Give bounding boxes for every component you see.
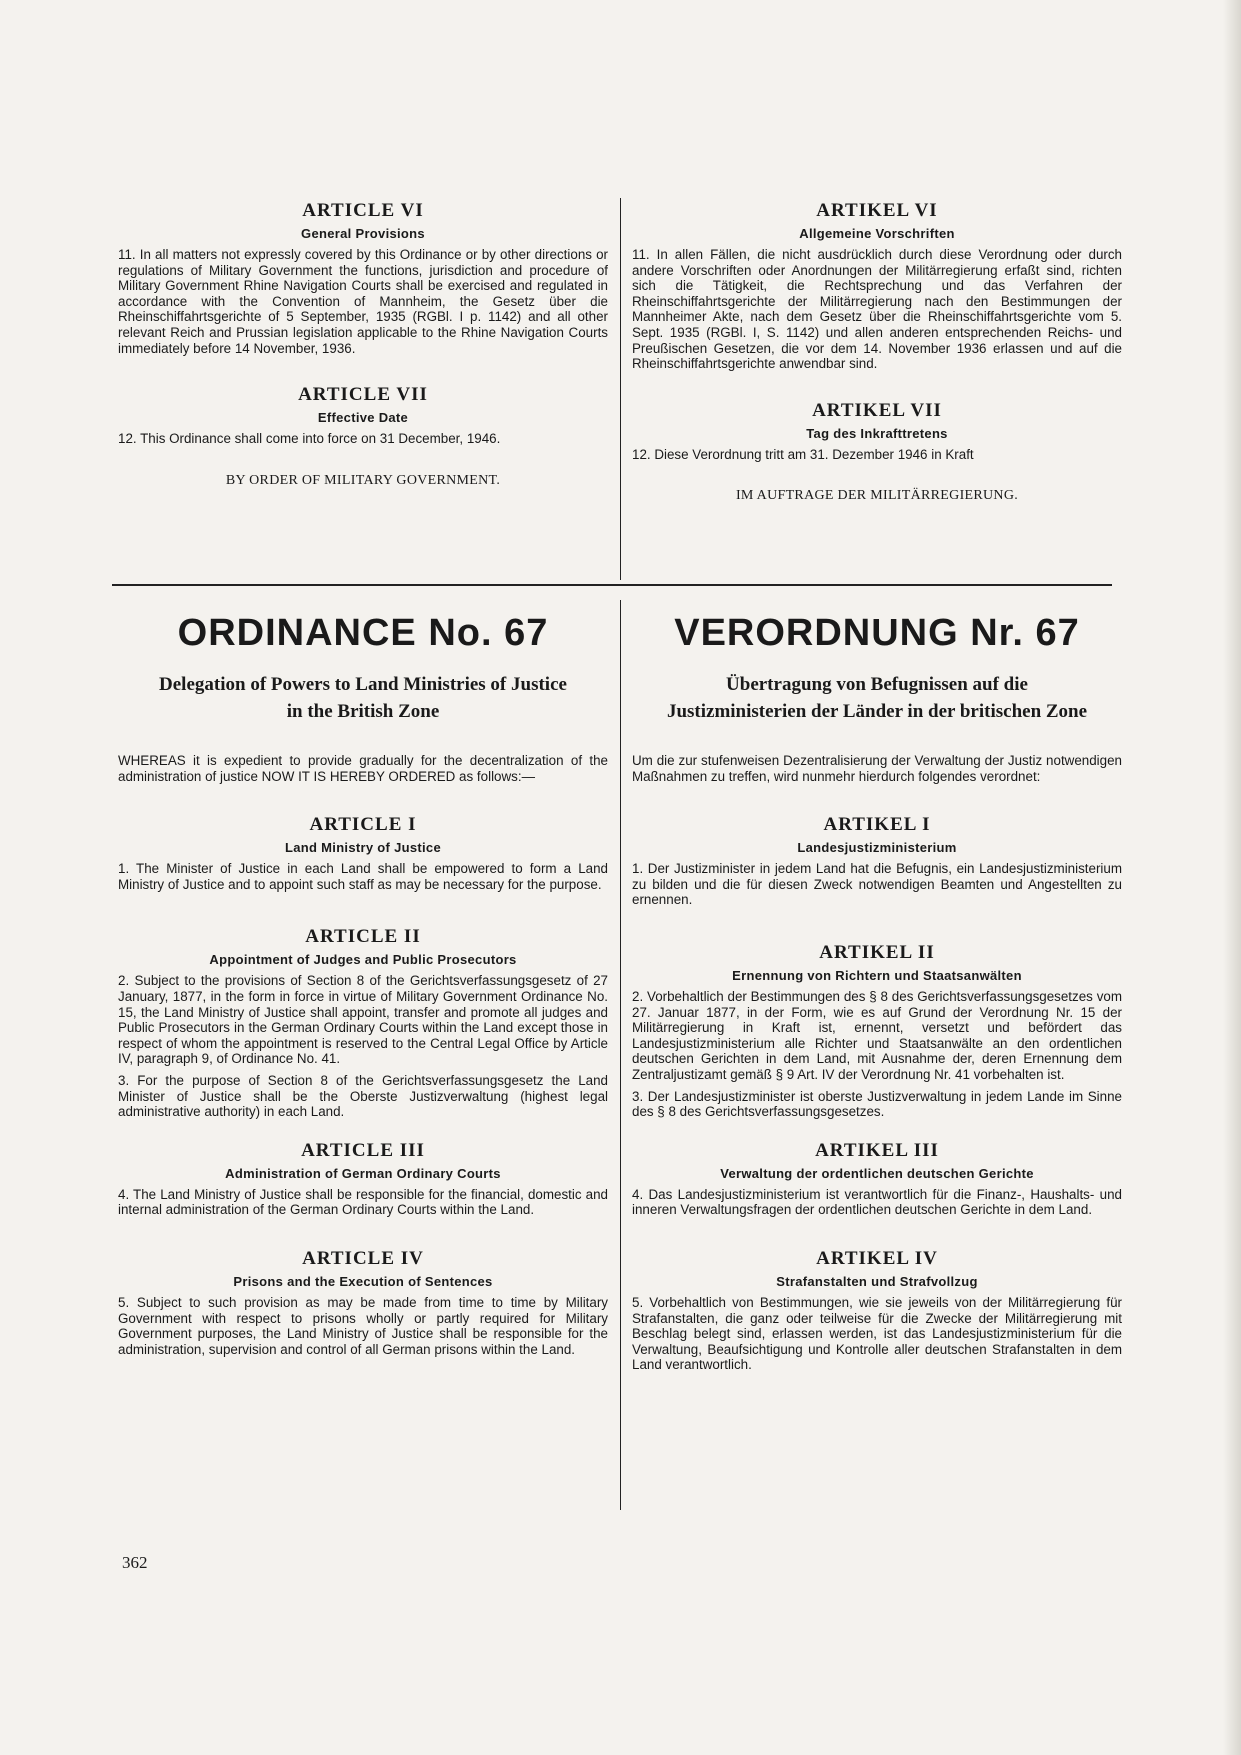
verordnung-title: VERORDNUNG Nr. 67	[674, 612, 1080, 654]
article-7-title: ARTICLE VII	[298, 384, 428, 406]
top-right-column	[632, 200, 1122, 504]
paragraph-2: 2. Subject to the provisions of Section 8 of the Gerichtsverfassungsgesetz of 27 January, 1877, in the form in force in virtue of Military Government Ordinance No. 15, the Land Ministry of Justice shall appoint, transfer and promote all judges and Public Prosecutors in the German Ordinary Courts within the Land except those in respect of whom the appointment is reserved to the Central Legal Office by Article IV, paragraph 9, of Ordinance No. 41.	[118, 973, 608, 1067]
signature-line: BY ORDER OF MILITARY GOVERNMENT.	[225, 472, 501, 488]
top-column-divider	[620, 198, 621, 580]
ordinance-title: ORDINANCE No. 67	[177, 612, 549, 654]
verordnung-subtitle-line-1: Übertragung von Befugnissen auf die	[726, 674, 1028, 695]
paragraph-11: 11. In all matters not expressly covered by this Ordinance or by other directions or regulations of Military Government the functions, jurisdiction and procedure of Military Government Rhine Navigation Courts shall be exercised and regulated in accordance with the Convention of Mannheim, the Gesetz über die Rheinschiffahrtsgerichte of 5 September, 1935 (RGBl. I p. 1142) and all other relevant Reich and Prussian legislation applicable to the Rhine Navigation Courts immediately before 14 November, 1936.	[118, 247, 608, 356]
ordinance-separator-rule	[112, 584, 1112, 586]
absatz-12: 12. Diese Verordnung tritt am 31. Dezember 1946 in Kraft	[632, 446, 974, 462]
absatz-4: 4. Das Landesjustizministerium ist verantwortlich für die Finanz-, Haushalts- und inneren Verwaltungsfragen der ordentlichen deutschen Gerichte in dem Land.	[632, 1186, 1122, 1218]
absatz-2: 2. Vorbehaltlich der Bestimmungen des § 8 des Gerichtsverfassungsgesetzes vom 27. Januar 1877, in der Form, wie es auf Grund der Verordnung Nr. 15 der Militärregierung in Kraft ist, ernennt, versetzt und befördert das Landesjustizministerium alle Richter und Staatsanwälte an den ordentlichen deutschen Gerichten in dem Land, mit Ausnahme der, deren Ernennung dem Zentraljustizamt gemäß § 9 Art. IV der Verordnung Nr. 41 vorbehalten ist.	[632, 988, 1122, 1082]
page-edge-shadow	[1223, 0, 1241, 1755]
artikel-6-subtitle: Allgemeine Vorschriften	[799, 226, 955, 241]
artikel-3-subtitle: Verwaltung der ordentlichen deutschen Gerichte	[720, 1165, 1034, 1181]
artikel-4-subtitle: Strafanstalten und Strafvollzug	[776, 1273, 978, 1289]
praeambel: Um die zur stufenweisen Dezentralisierung der Verwaltung der Justiz notwendigen Maßnahmen zu treffen, wird nunmehr hierdurch folgendes verordnet:	[632, 753, 1122, 784]
article-4-title: ARTICLE IV	[302, 1247, 424, 1269]
verordnung-subtitle-line-2: Justizministerien der Länder in der britischen Zone	[666, 701, 1088, 722]
artikel-7-title: ARTIKEL VII	[812, 399, 942, 421]
bottom-column-divider	[620, 600, 621, 1510]
article-3-subtitle: Administration of German Ordinary Courts	[225, 1165, 501, 1181]
article-2-subtitle: Appointment of Judges and Public Prosecutors	[209, 952, 517, 968]
artikel-6-title: ARTIKEL VI	[816, 200, 938, 221]
preamble: WHEREAS it is expedient to provide gradually for the decentralization of the administration of justice NOW IT IS HEREBY ORDERED as follows:—	[118, 753, 608, 784]
artikel-3-title: ARTIKEL III	[815, 1139, 939, 1161]
page-number: 362	[122, 1553, 148, 1572]
absatz-11: 11. In allen Fällen, die nicht ausdrücklich durch diese Verordnung oder durch andere Vorschriften oder Anordnungen der Militärregierung erfaßt sind, richten sich die Tätigkeit, die Rechtsprechung und das Verfahren der Rheinschiffahrtsgerichte der Militärregierung nach den Bestimmungen der Mannheimer Akte, nach dem Gesetz über die Rheinschiffahrtsgerichte vom 5. Sept. 1935 (RGBl. I, S. 1142) und allen anderen entsprechenden Reichs- und Preußischen Gesetzen, die vor dem 14. November 1936 erlassen und auf die Rheinschiffahrtsgerichte anwendbar sind.	[632, 247, 1122, 372]
absatz-1: 1. Der Justizminister in jedem Land hat die Befugnis, ein Landesjustizministerium zu bilden und die für diesen Zweck notwendigen Beamten und Angestellten zu ernennen.	[632, 861, 1122, 908]
artikel-2-subtitle: Ernennung von Richtern und Staatsanwälten	[732, 967, 1022, 983]
paragraph-4: 4. The Land Ministry of Justice shall be responsible for the financial, domestic and internal administration of the German Ordinary Courts within the Land.	[118, 1186, 608, 1218]
artikel-2-title: ARTIKEL II	[819, 941, 935, 963]
article-3-title: ARTICLE III	[301, 1139, 425, 1161]
paragraph-5: 5. Subject to such provision as may be made from time to time by Military Government with respect to prisons wholly or partly required for Military Government purposes, the Land Ministry of Justice shall be responsible for the administration, supervision and control of all German prisons within the Land.	[118, 1294, 608, 1357]
ordinance-subtitle-line-1: Delegation of Powers to Land Ministries of Justice	[159, 674, 567, 695]
ordinance-german-column	[632, 612, 1122, 1373]
article-7-subtitle: Effective Date	[317, 410, 409, 426]
article-6-title: ARTICLE VI	[302, 200, 424, 221]
artikel-7-subtitle: Tag des Inkrafttretens	[806, 425, 948, 441]
artikel-1-title: ARTIKEL I	[823, 814, 931, 836]
absatz-5: 5. Vorbehaltlich von Bestimmungen, wie sie jeweils von der Militärregierung für Strafanstalten, die ganz oder teilweise für die Zwecke der Militärregierung mit Beschlag belegt sind, erlassen werden, ist das Landesjustizministerium für die Verwaltung, Beaufsichtigung und Kontrolle aller deutschen Strafanstalten in dem Land verantwortlich.	[632, 1294, 1122, 1373]
article-1-title: ARTICLE I	[309, 814, 417, 836]
top-left-column	[118, 200, 608, 489]
article-6-subtitle: General Provisions	[301, 226, 425, 241]
paragraph-12: 12. This Ordinance shall come into force on 31 December, 1946.	[118, 431, 501, 447]
ordinance-english-column	[118, 612, 608, 1357]
ordinance-subtitle-line-2: in the British Zone	[286, 701, 440, 722]
paragraph-3: 3. For the purpose of Section 8 of the Gerichtsverfassungsgesetz the Land Minister of Justice shall be the Oberste Justizverwaltung (highest legal administrative authority) in each Land.	[118, 1072, 608, 1120]
article-4-subtitle: Prisons and the Execution of Sentences	[233, 1273, 493, 1289]
artikel-4-title: ARTIKEL IV	[816, 1247, 938, 1269]
unterschrift-line: IM AUFTRAGE DER MILITÄRREGIERUNG.	[735, 488, 1019, 504]
absatz-3: 3. Der Landesjustizminister ist oberste Justizverwaltung in jedem Lande im Sinne des § 8 des Gerichtsverfassungsgesetzes.	[632, 1088, 1122, 1120]
paragraph-1: 1. The Minister of Justice in each Land shall be empowered to form a Land Ministry of Justice and to appoint such staff as may be necessary for the purpose.	[118, 861, 608, 892]
article-2-title: ARTICLE II	[305, 926, 421, 948]
artikel-1-subtitle: Landesjustizministerium	[797, 840, 957, 856]
article-1-subtitle: Land Ministry of Justice	[284, 840, 441, 856]
